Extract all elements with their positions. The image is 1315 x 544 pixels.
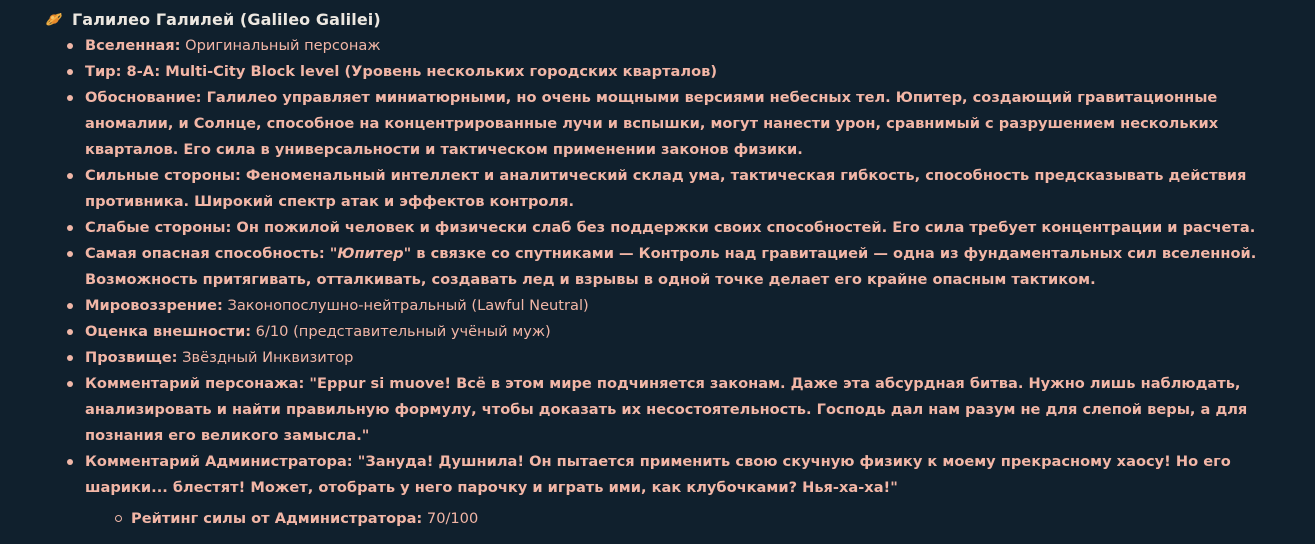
item-label: Тир: 8-A: Multi-City Block level (Уровень нескольких городских кварталов) [85, 63, 718, 80]
ability-name: "Юпитер" [324, 245, 412, 262]
item-value: в связке со спутниками — Контроль над гравитацией — одна из фундаментальных сил вселенной. Возможность притягивать, отталкивать, создавать лед и взрывы в одной точке делает его крайне опасным тактиком. [85, 245, 1257, 288]
item-label: Комментарий персонажа: [85, 375, 305, 392]
list-item-admin-comment [85, 449, 1301, 531]
item-label: Слабые стороны: [85, 219, 232, 236]
list-item-universe [85, 33, 1301, 59]
item-value: "Eppur si muove! Всё в этом мире подчиняется законам. Даже эта абсурдная битва. Нужно лишь наблюдать, анализировать и найти правильную формулу, чтобы доказать их несостоятельность. Господь дал нам разум не для слепой веры, а для познания его великого замысла." [85, 375, 1248, 444]
list-item-dangerous-ability [85, 241, 1301, 293]
character-title: Галилео Галилей (Galileo Galilei) [72, 9, 381, 29]
item-value: "Зануда! Душнила! Он пытается применить свою скучную физику к моему прекрасному хаосу! Но его шарики... блестят! Может, отобрать у него парочку и играть ими, как клубочками? Нья-ха-ха!" [85, 453, 1231, 496]
list-item-justification [85, 85, 1301, 163]
item-value: Он пожилой человек и физически слаб без поддержки своих способностей. Его сила требует концентрации и расчета. [231, 219, 1256, 236]
item-value: Звёздный Инквизитор [177, 349, 354, 366]
item-value: Оригинальный персонаж [180, 37, 381, 54]
item-label: Комментарий Администратора: [85, 453, 353, 470]
item-label: Вселенная: [85, 37, 181, 54]
item-label: Обоснование: [85, 89, 202, 106]
item-label: Сильные стороны: [85, 167, 241, 184]
item-label: Мировоззрение: [85, 297, 223, 314]
sub-item-power-rating [131, 507, 1301, 531]
item-value: 70/100 [422, 510, 479, 527]
list-item-alignment [85, 293, 1301, 319]
item-label: Рейтинг силы от Администратора: [131, 510, 423, 527]
character-header [45, 8, 1301, 30]
list-item-tier [85, 59, 1301, 85]
item-label: Прозвище: [85, 349, 178, 366]
admin-sub-list [85, 507, 1301, 531]
item-value: Законопослушно-нейтральный (Lawful Neutral) [222, 297, 589, 314]
list-item-character-comment [85, 371, 1301, 449]
list-item-strengths [85, 163, 1301, 215]
item-value: Галилео управляет миниатюрными, но очень мощными версиями небесных тел. Юпитер, создающий гравитационные аномалии, и Солнце, способное на концентрированные лучи и вспышки, могут нанести урон, сравнимый с разрушением нескольких кварталов. Его сила в универсальности и тактическом применении законов физики. [85, 89, 1219, 158]
item-label: Самая опасная способность: [85, 245, 325, 262]
item-value: 6/10 (представительный учёный муж) [251, 323, 551, 340]
item-label: Оценка внешности: [85, 323, 252, 340]
item-value: Феноменальный интеллект и аналитический склад ума, тактическая гибкость, способность предсказывать действия противника. Широкий спектр атак и эффектов контроля. [85, 167, 1247, 210]
list-item-nickname [85, 345, 1301, 371]
character-stats-list [45, 33, 1301, 531]
list-item-appearance [85, 319, 1301, 345]
list-item-weaknesses [85, 215, 1301, 241]
planet-icon [45, 10, 63, 28]
